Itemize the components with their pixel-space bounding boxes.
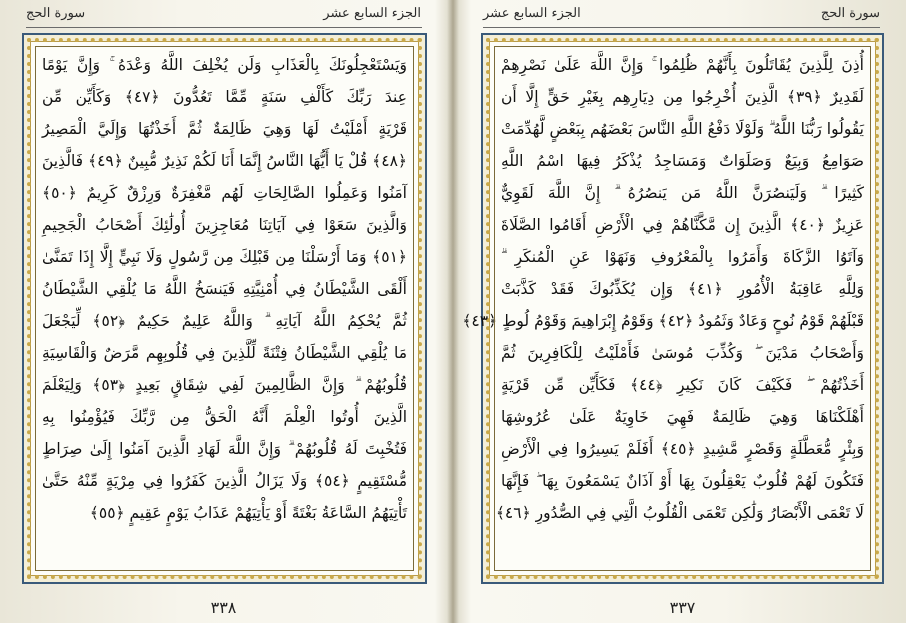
line: أَهْلَكْنَاهَا وَهِيَ ظَالِمَةٌ فَهِيَ خَاوِيَةٌ عَلَىٰ عُرُوشِهَا	[501, 408, 864, 426]
line: قُلُوبُهُمْ ۗ وَإِنَّ الظَّالِمِينَ لَفِي شِقَاقٍ بَعِيدٍ ﴿٥٣﴾ وَلِيَعْلَمَ	[42, 376, 407, 394]
line: وَأَصْحَابُ مَدْيَنَ ۖ وَكُذِّبَ مُوسَىٰ فَأَمْلَيْتُ لِلْكَافِرِينَ ثُمَّ	[501, 344, 864, 362]
line: كَثِيرًا ۗ وَلَيَنصُرَنَّ اللَّهُ مَن يَنصُرُهُ ۗ إِنَّ اللَّهَ لَقَوِيٌّ	[501, 184, 864, 202]
line: أَخَذْتُهُمْ ۖ فَكَيْفَ كَانَ نَكِيرِ ﴿٤٤﴾ فَكَأَيِّن مِّن قَرْيَةٍ	[501, 376, 864, 394]
line: وَيَسْتَعْجِلُونَكَ بِالْعَذَابِ وَلَن يُخْلِفَ اللَّهُ وَعْدَهُ ۚ وَإِنَّ يَوْمًا	[42, 56, 407, 74]
line: أَلْقَى الشَّيْطَانُ فِي أُمْنِيَّتِهِ فَيَنسَخُ اللَّهُ مَا يُلْقِي الشَّيْطَانُ	[42, 280, 407, 298]
left-header-surah: سورة الحج	[26, 6, 86, 21]
line: قَبْلَهُمْ قَوْمُ نُوحٍ وَعَادٌ وَثَمُودُ ﴿٤٢﴾ وَقَوْمُ إِبْرَاهِيمَ وَقَوْمُ لُوطٍ ﴿٤٣﴾	[462, 312, 864, 330]
line: قَرْيَةٍ أَمْلَيْتُ لَهَا وَهِيَ ظَالِمَةٌ ثُمَّ أَخَذْتُهَا وَإِلَيَّ الْمَصِيرُ	[42, 120, 407, 138]
line: وَآتَوُا الزَّكَاةَ وَأَمَرُوا بِالْمَعْرُوفِ وَنَهَوْا عَنِ الْمُنكَرِ ۗ	[501, 248, 864, 266]
right-header-surah: سورة الحج	[820, 6, 880, 21]
left-page-number: ٣٣٨	[210, 598, 237, 617]
line: الَّذِينَ أُوتُوا الْعِلْمَ أَنَّهُ الْحَقُّ مِن رَّبِّكَ فَيُؤْمِنُوا بِهِ	[42, 408, 407, 426]
line: لَا تَعْمَى الْأَبْصَارُ وَلَٰكِن تَعْمَى الْقُلُوبُ الَّتِي فِي الصُّدُورِ ﴿٤٦﴾	[495, 504, 864, 522]
line: وَلِلَّهِ عَاقِبَةُ الْأُمُورِ ﴿٤١﴾ وَإِن يُكَذِّبُوكَ فَقَدْ كَذَّبَتْ	[501, 280, 864, 298]
line: ثُمَّ يُحْكِمُ اللَّهُ آيَاتِهِ ۗ وَاللَّهُ عَلِيمٌ حَكِيمٌ ﴿٥٢﴾ لِّيَجْعَلَ	[42, 312, 407, 330]
left-page	[0, 0, 447, 623]
line: تَأْتِيَهُمُ السَّاعَةُ بَغْتَةً أَوْ يَأْتِيَهُمْ عَذَابُ يَوْمٍ عَقِيمٍ ﴿٥٥﴾	[89, 504, 407, 522]
left-text-block	[42, 49, 407, 568]
right-text-frame	[462, 33, 884, 584]
line: آمَنُوا وَعَمِلُوا الصَّالِحَاتِ لَهُم مَّغْفِرَةٌ وَرِزْقٌ كَرِيمٌ ﴿٥٠﴾	[42, 184, 407, 202]
right-page	[459, 0, 906, 623]
book-spine	[447, 0, 459, 623]
line: مُّسْتَقِيمٍ ﴿٥٤﴾ وَلَا يَزَالُ الَّذِينَ كَفَرُوا فِي مِرْيَةٍ مِّنْهُ حَتَّىٰ	[42, 472, 408, 490]
line: فَتَكُونَ لَهُمْ قُلُوبٌ يَعْقِلُونَ بِهَا أَوْ آذَانٌ يَسْمَعُونَ بِهَا ۖ فَإِنَّهَا	[501, 472, 864, 490]
line: فَتُخْبِتَ لَهُ قُلُوبُهُمْ ۗ وَإِنَّ اللَّهَ لَهَادِ الَّذِينَ آمَنُوا إِلَىٰ صِرَاطٍ	[42, 440, 407, 458]
right-page-number: ٣٣٧	[669, 598, 696, 617]
line: مَا يُلْقِي الشَّيْطَانُ فِتْنَةً لِّلَّذِينَ فِي قُلُوبِهِم مَّرَضٌ وَالْقَاسِيَةِ	[42, 344, 407, 362]
line: لَقَدِيرٌ ﴿٣٩﴾ الَّذِينَ أُخْرِجُوا مِن دِيَارِهِم بِغَيْرِ حَقٍّ إِلَّا أَن	[501, 88, 864, 106]
left-header-juz: الجزء السابع عشر	[323, 6, 421, 21]
right-header-juz: الجزء السابع عشر	[483, 6, 581, 21]
line: عِندَ رَبِّكَ كَأَلْفِ سَنَةٍ مِّمَّا تَعُدُّونَ ﴿٤٧﴾ وَكَأَيِّن مِّن	[42, 88, 407, 106]
line: وَبِئْرٍ مُّعَطَّلَةٍ وَقَصْرٍ مَّشِيدٍ ﴿٤٥﴾ أَفَلَمْ يَسِيرُوا فِي الْأَرْضِ	[501, 440, 864, 458]
right-header-rule	[483, 27, 880, 28]
right-text-block	[462, 49, 864, 568]
line: ﴿٥١﴾ وَمَا أَرْسَلْنَا مِن قَبْلِكَ مِن رَّسُولٍ وَلَا نَبِيٍّ إِلَّا إِذَا تَمَنَّىٰ	[42, 248, 407, 266]
line: عَزِيزٌ ﴿٤٠﴾ الَّذِينَ إِن مَّكَّنَّاهُمْ فِي الْأَرْضِ أَقَامُوا الصَّلَاةَ	[501, 216, 864, 234]
line: أُذِنَ لِلَّذِينَ يُقَاتَلُونَ بِأَنَّهُمْ ظُلِمُوا ۚ وَإِنَّ اللَّهَ عَلَىٰ نَصْرِهِمْ	[501, 56, 864, 74]
line: ﴿٤٨﴾ قُلْ يَا أَيُّهَا النَّاسُ إِنَّمَا أَنَا لَكُمْ نَذِيرٌ مُّبِينٌ ﴿٤٩﴾ فَالَّذِينَ	[41, 152, 407, 170]
line: يَقُولُوا رَبُّنَا اللَّهُ ۗ وَلَوْلَا دَفْعُ اللَّهِ النَّاسَ بَعْضَهُم بِبَعْضٍ لَّهُدِّمَتْ	[501, 120, 864, 138]
left-text-frame	[22, 33, 427, 584]
line: وَالَّذِينَ سَعَوْا فِي آيَاتِنَا مُعَاجِزِينَ أُولَٰئِكَ أَصْحَابُ الْجَحِيمِ	[42, 216, 407, 234]
line: صَوَامِعُ وَبِيَعٌ وَصَلَوَاتٌ وَمَسَاجِدُ يُذْكَرُ فِيهَا اسْمُ اللَّهِ	[501, 152, 864, 170]
left-header-rule	[26, 27, 422, 28]
